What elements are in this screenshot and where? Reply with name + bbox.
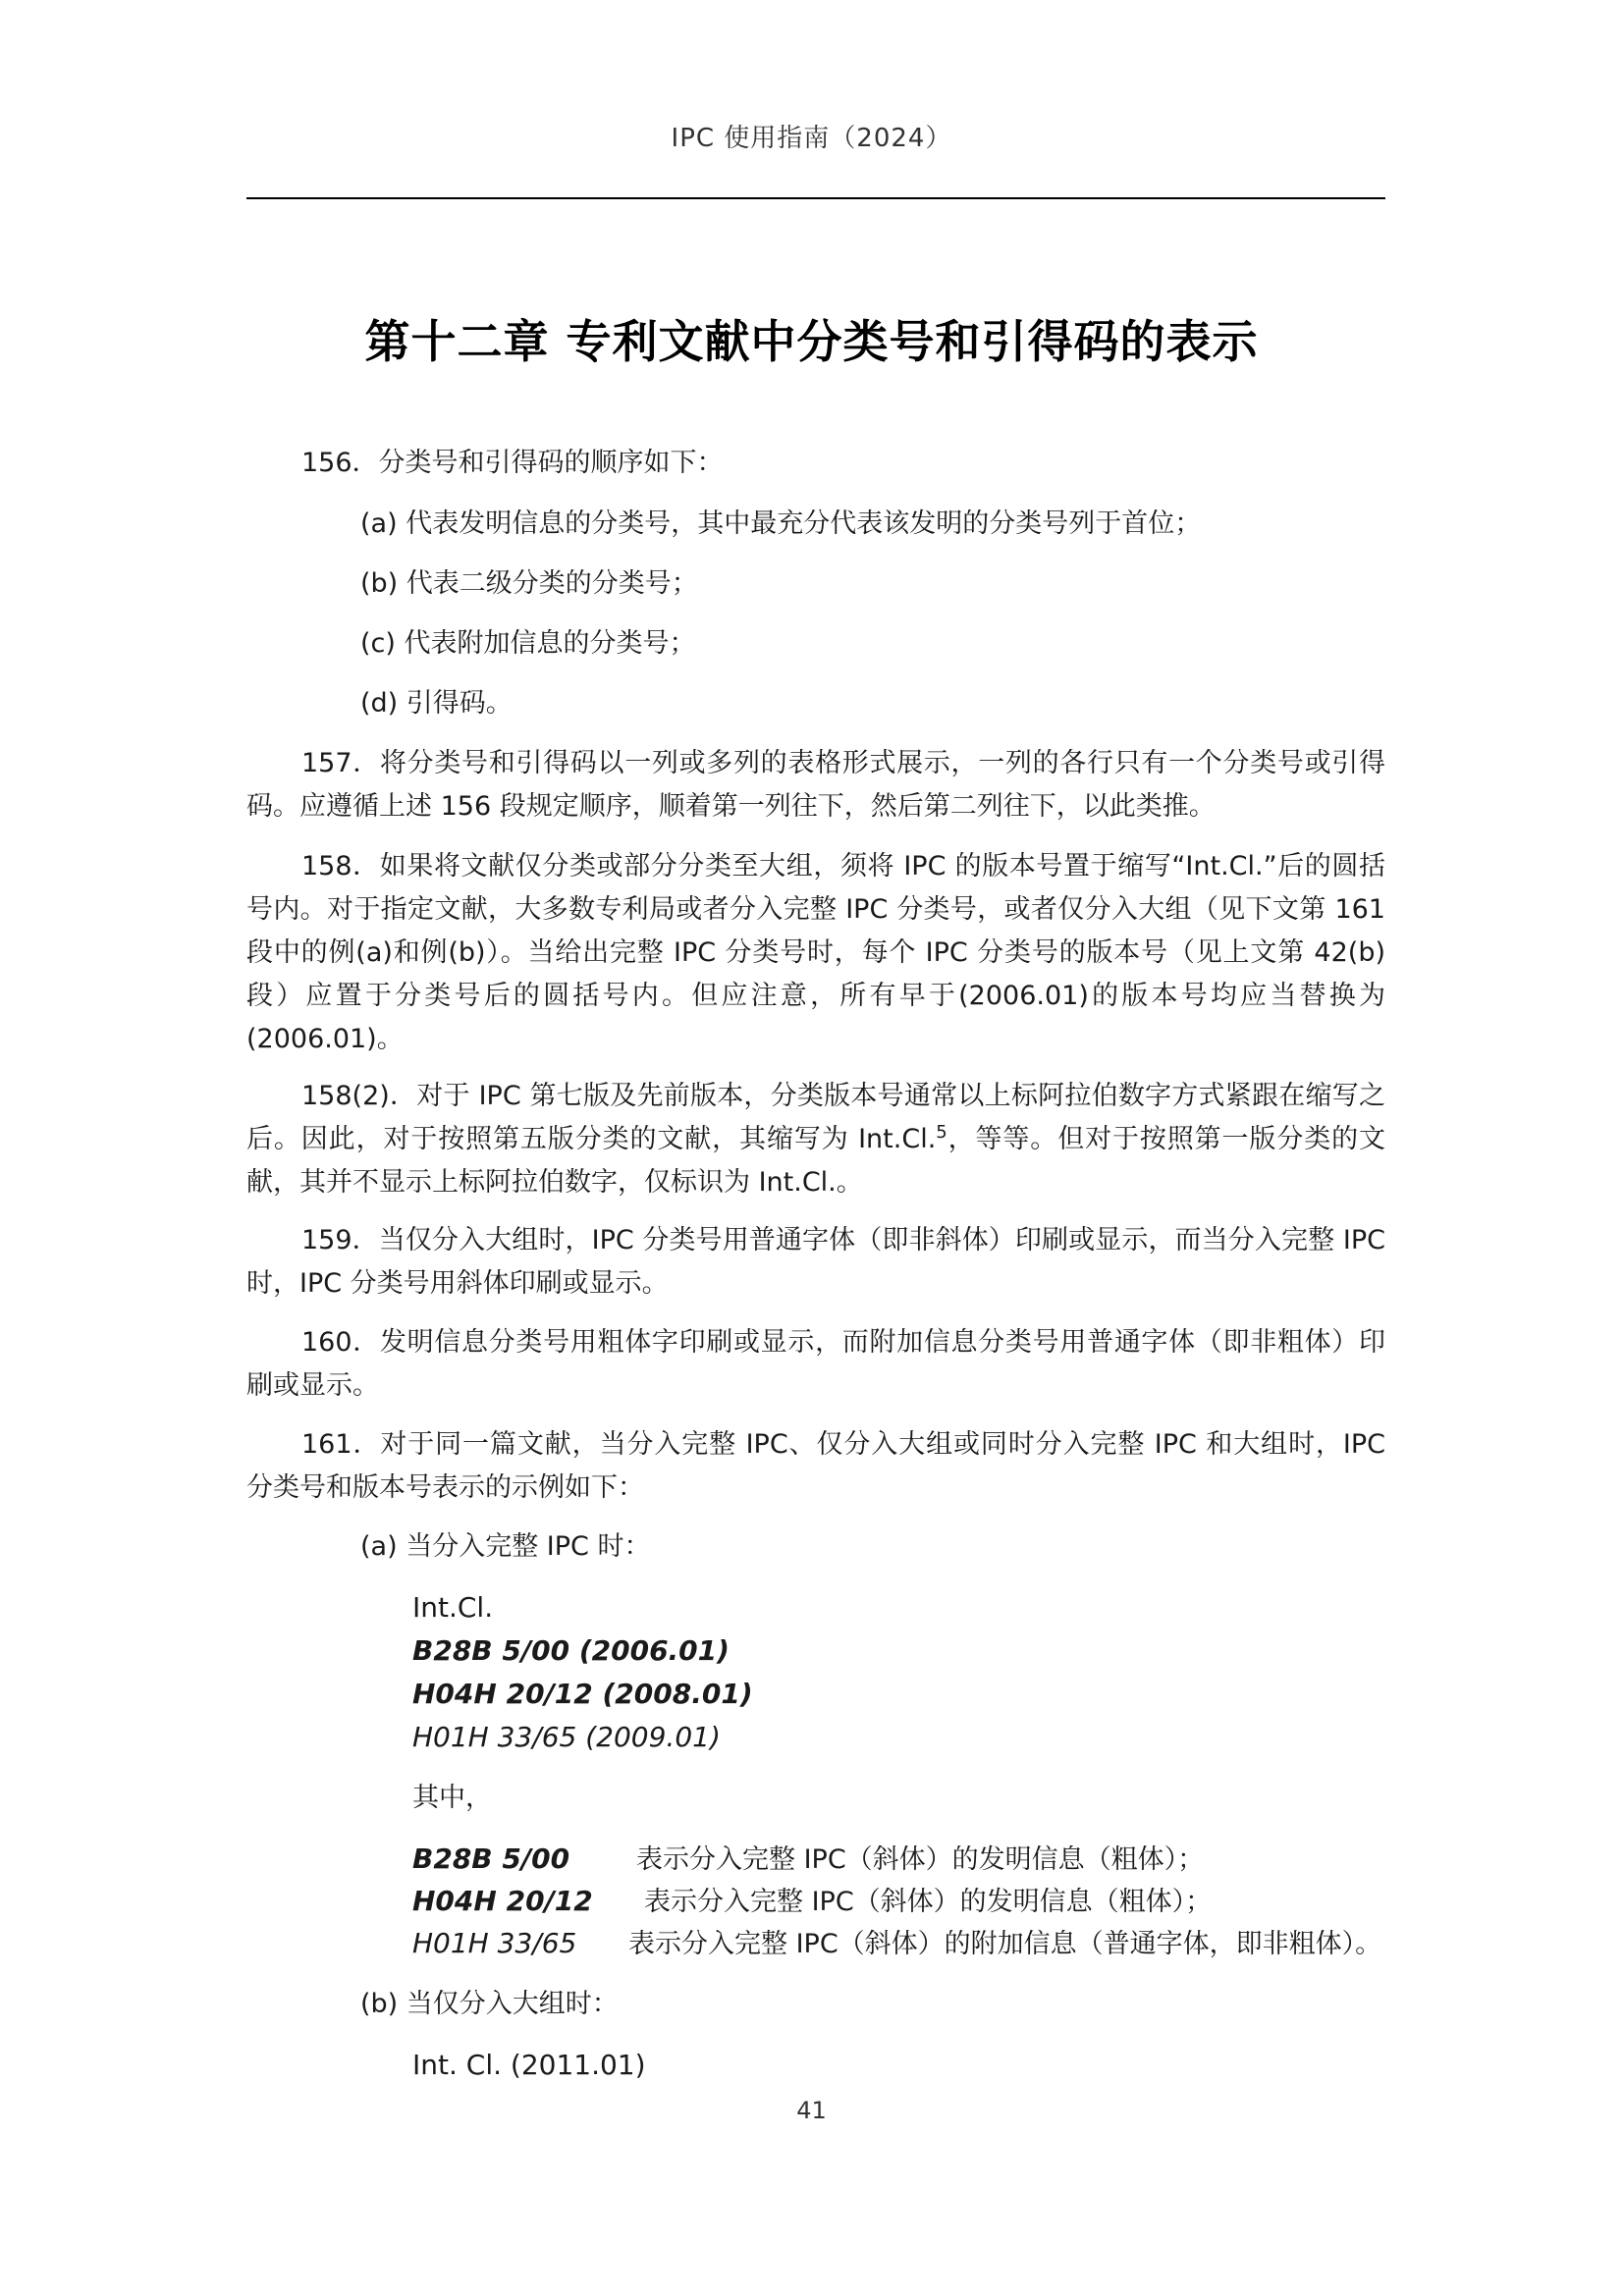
version-superscript: 5 — [936, 1122, 947, 1143]
paragraph-161-text: 161．对于同一篇文献，当分入完整 IPC、仅分入大组或同时分入完整 IPC 和大组时，IPC 分类号和版本号表示的示例如下： — [246, 1429, 1385, 1503]
list-item-156-c: (c) 代表附加信息的分类号； — [360, 628, 696, 659]
explanation-row-1 — [412, 1838, 1204, 1882]
running-header: IPC 使用指南（2024） — [671, 124, 952, 153]
int-cl-label: Int.Cl. — [412, 1591, 494, 1624]
paragraph-156 — [246, 442, 1385, 485]
explanation-desc-1: 表示分入完整 IPC（斜体）的发明信息（粗体）； — [636, 1844, 1205, 1875]
ipc-code-1: B28B 5/00 (2006.01) — [412, 1634, 730, 1667]
paragraph-158-text: 158．如果将文献仅分类或部分分类至大组，须将 IPC 的版本号置于缩写“Int.Cl.”后的圆括号内。对于指定文献，大多数专利局或者分入完整 IPC 分类号，或者仅分入大组（见下文第 161 段中的例(a)和例(b)）。当给出完整 IPC 分类号时，每个 IPC 分类号的版本号（见上文第 42(b)段）应置于分类号后的圆括号内。但应注意，所有早于(2006.01)的版本号均应当替换为(2006.01)。 — [246, 851, 1385, 1054]
paragraph-158-2-before: 158(2)．对于 IPC 第七版及先前版本，分类版本号通常以上标阿拉伯数字方式紧跟在缩写之后。因此，对于按照第五版分类的文献，其缩写为 Int.Cl. — [246, 1081, 1385, 1154]
list-item-156-d: (d) 引得码。 — [360, 688, 513, 719]
explanation-code-2: H04H 20/12 — [412, 1885, 593, 1917]
paragraph-157 — [246, 742, 1385, 828]
example-a-label: (a) 当分入完整 IPC 时： — [360, 1531, 651, 1562]
paragraph-158-2-text — [246, 1075, 1385, 1204]
paragraph-161 — [246, 1423, 1385, 1510]
example-b-label: (b) 当仅分入大组时： — [360, 1989, 619, 2019]
header-divider — [246, 197, 1385, 199]
explanation-row-3 — [412, 1922, 1381, 1966]
where-label: 其中， — [412, 1783, 492, 1813]
paragraph-159 — [246, 1219, 1385, 1306]
paragraph-157-text: 157．将分类号和引得码以一列或多列的表格形式展示，一列的各行只有一个分类号或引得码。应遵循上述 156 段规定顺序，顺着第一列往下，然后第二列往下，以此类推。 — [246, 748, 1385, 822]
paragraph-160 — [246, 1321, 1385, 1408]
explanation-row-2 — [412, 1880, 1212, 1924]
list-item-156-a: (a) 代表发明信息的分类号，其中最充分代表该发明的分类号列于首位； — [360, 508, 1202, 539]
paragraph-159-text: 159．当仅分入大组时，IPC 分类号用普通字体（即非斜体）印刷或显示，而当分入完整 IPC 时，IPC 分类号用斜体印刷或显示。 — [246, 1225, 1385, 1299]
paragraph-158-2-after: ，等等。但对于按照第一版分类的文献，其并不显示上标阿拉伯数字，仅标识为 Int.Cl.。 — [246, 1124, 1386, 1198]
paragraph-160-text: 160．发明信息分类号用粗体字印刷或显示，而附加信息分类号用普通字体（即非粗体）印刷或显示。 — [246, 1327, 1385, 1401]
chapter-title: 第十二章 专利文献中分类号和引得码的表示 — [364, 315, 1259, 368]
explanation-desc-3: 表示分入完整 IPC（斜体）的附加信息（普通字体，即非粗体）。 — [628, 1929, 1382, 1959]
explanation-desc-2: 表示分入完整 IPC（斜体）的发明信息（粗体）； — [644, 1887, 1213, 1917]
int-cl-version: Int. Cl. (2011.01) — [412, 2049, 646, 2081]
explanation-code-3: H01H 33/65 — [412, 1927, 577, 1959]
explanation-code-1: B28B 5/00 — [412, 1842, 570, 1875]
paragraph-158 — [246, 845, 1385, 1061]
ipc-code-3: H01H 33/65 (2009.01) — [412, 1721, 721, 1753]
ipc-code-2: H04H 20/12 (2008.01) — [412, 1678, 753, 1710]
list-item-156-b: (b) 代表二级分类的分类号； — [360, 568, 698, 599]
page-number: 41 — [796, 2097, 827, 2124]
paragraph-156-text: 156．分类号和引得码的顺序如下： — [301, 448, 724, 478]
paragraph-158-2 — [246, 1075, 1385, 1204]
